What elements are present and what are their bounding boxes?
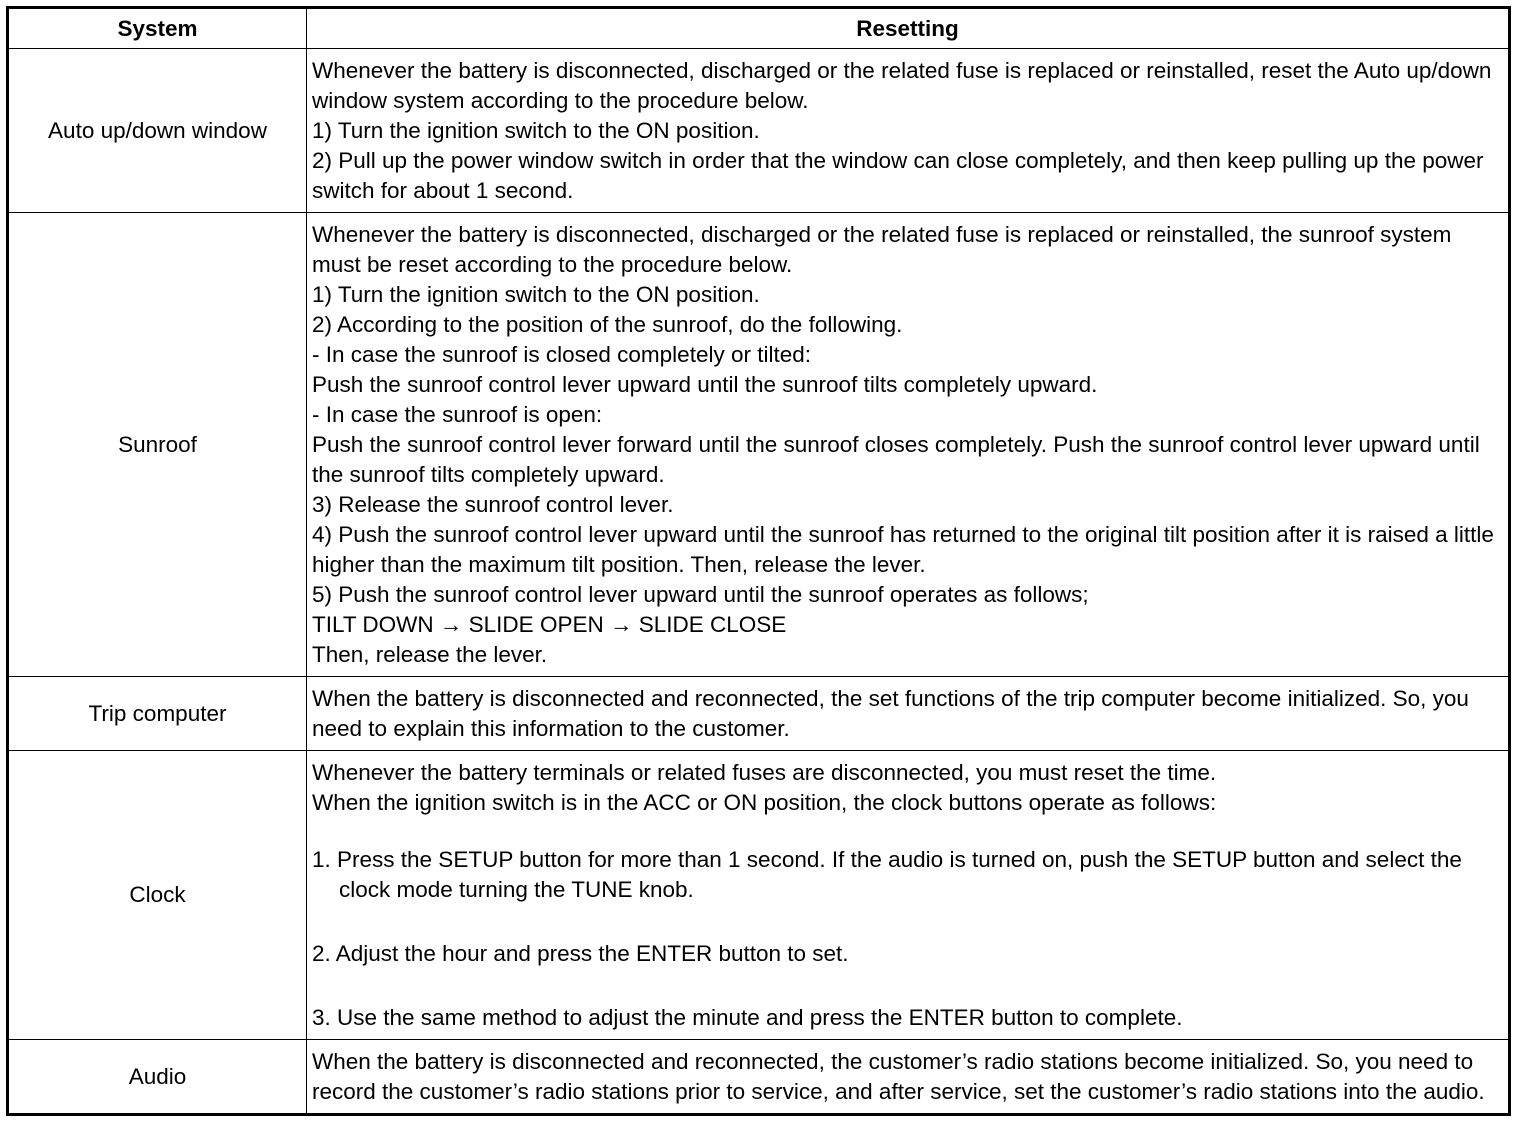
header-resetting: Resetting: [307, 8, 1510, 49]
table-row-clock: [8, 751, 1510, 1040]
reset-line: - In case the sunroof is open:: [312, 402, 603, 427]
reset-line: - In case the sunroof is closed completely or tilted:: [312, 342, 811, 367]
header-system: System: [8, 8, 307, 49]
reset-line: 1) Turn the ignition switch to the ON position.: [312, 282, 760, 307]
table-row-sunroof: [8, 213, 1510, 677]
table-row-auto-window: [8, 49, 1510, 213]
reset-line: 5) Push the sunroof control lever upward until the sunroof operates as follows;: [312, 582, 1089, 607]
reset-line: Push the sunroof control lever forward until the sunroof closes completely. Push the sunroof control lever upward until the sunroof tilts completely upward.: [312, 432, 1486, 487]
system-cell: Trip computer: [8, 677, 307, 751]
reset-line: 2) Pull up the power window switch in order that the window can close completely, and then keep pulling up the power switch for about 1 second.: [312, 148, 1490, 203]
table-row-audio: [8, 1040, 1510, 1115]
resetting-cell: [307, 751, 1510, 1040]
resetting-cell: [307, 49, 1510, 213]
reset-line: 4) Push the sunroof control lever upward until the sunroof has returned to the original tilt position after it is raised a little higher than the maximum tilt position. Then, release the lever.: [312, 522, 1501, 577]
reset-line: When the battery is disconnected and reconnected, the set functions of the trip computer become initialized. So, you need to explain this information to the customer.: [312, 686, 1476, 741]
reset-line: Whenever the battery terminals or related fuses are disconnected, you must reset the time.: [312, 760, 1217, 785]
reset-line: TILT DOWN → SLIDE OPEN → SLIDE CLOSE: [312, 612, 787, 637]
spacer: [312, 818, 1504, 845]
clock-step: 1. Press the SETUP button for more than 1 second. If the audio is turned on, push the SETUP button and select the clock mode turning the TUNE knob.: [312, 847, 1462, 902]
system-cell: Audio: [8, 1040, 307, 1115]
reset-line: Then, release the lever.: [312, 642, 548, 667]
reset-line: 2) According to the position of the sunroof, do the following.: [312, 312, 903, 337]
resetting-table: [6, 6, 1511, 1116]
reset-line: Push the sunroof control lever upward until the sunroof tilts completely upward.: [312, 372, 1098, 397]
header-row: [8, 8, 1510, 49]
reset-line: 1) Turn the ignition switch to the ON position.: [312, 118, 760, 143]
system-cell: Sunroof: [8, 213, 307, 677]
reset-line: Whenever the battery is disconnected, discharged or the related fuse is replaced or reinstalled, reset the Auto up/down window system according to the procedure below.: [312, 58, 1498, 113]
resetting-cell: [307, 677, 1510, 751]
reset-line: When the battery is disconnected and reconnected, the customer’s radio stations become initialized. So, you need to record the customer’s radio stations prior to service, and after service, set the customer’s radio stations into the audio.: [312, 1049, 1485, 1104]
clock-step: 3. Use the same method to adjust the minute and press the ENTER button to complete.: [312, 1005, 1183, 1030]
resetting-cell: [307, 1040, 1510, 1115]
clock-step: 2. Adjust the hour and press the ENTER button to set.: [312, 941, 849, 966]
spacer: [312, 905, 1504, 939]
spacer: [312, 969, 1504, 1003]
resetting-cell: [307, 213, 1510, 677]
table-row-trip-computer: [8, 677, 1510, 751]
reset-line: 3) Release the sunroof control lever.: [312, 492, 674, 517]
system-cell: Clock: [8, 751, 307, 1040]
reset-line: When the ignition switch is in the ACC or ON position, the clock buttons operate as follows:: [312, 790, 1217, 815]
system-cell: Auto up/down window: [8, 49, 307, 213]
reset-line: Whenever the battery is disconnected, discharged or the related fuse is replaced or reinstalled, the sunroof system must be reset according to the procedure below.: [312, 222, 1458, 277]
